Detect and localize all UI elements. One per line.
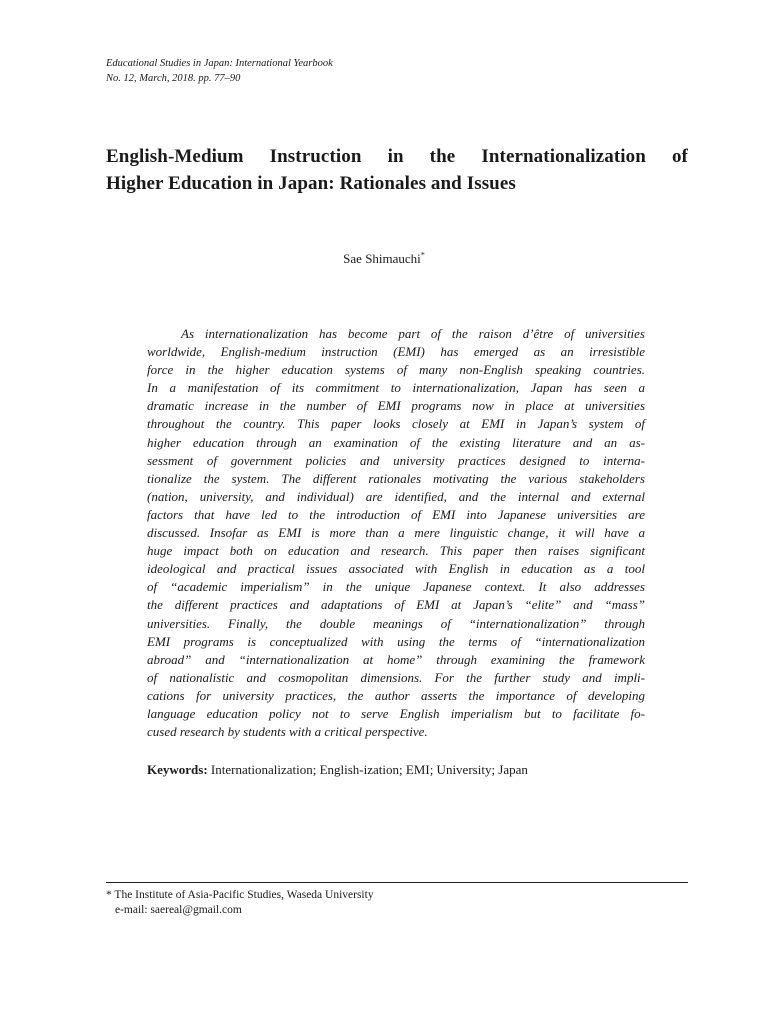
footnote: [106, 888, 374, 918]
abstract-line: ideological and practical issues associated with English in education as a tool: [147, 561, 645, 577]
journal-name: Educational Studies in Japan: International Yearbook: [106, 58, 333, 69]
abstract-line: worldwide, English-medium instruction (EMI) has emerged as an irresistible: [147, 344, 645, 360]
abstract-line: of nationalistic and cosmopolitan dimensions. For the further study and impli-: [147, 669, 645, 685]
abstract: [147, 325, 645, 741]
abstract-line: tionalize the system. The different rationales motivating the various stakeholders: [147, 470, 645, 486]
abstract-line: higher education through an examination of the existing literature and an as-: [147, 434, 645, 450]
author-name: Sae Shimauchi: [343, 251, 421, 266]
abstract-line: abroad” and “internationalization at home” through examining the framework: [147, 651, 645, 667]
abstract-line: force in the higher education systems of many non-English speaking countries.: [147, 362, 645, 378]
abstract-line: throughout the country. This paper looks closely at EMI in Japan’s system of: [147, 416, 645, 432]
abstract-line: cations for university practices, the author asserts the importance of developing: [147, 687, 645, 703]
abstract-line: huge impact both on education and research. This paper then raises significant: [147, 543, 645, 559]
paper-title-line-1: English-Medium Instruction in the Internationalization of: [106, 146, 688, 167]
keywords-text: Internationalization; English-ization; EMI; University; Japan: [210, 762, 528, 777]
author-footnote-marker: *: [420, 250, 425, 260]
keywords: [147, 762, 667, 778]
abstract-line: As internationalization has become part of the raison d’être of universities: [181, 326, 645, 341]
journal-header: [106, 57, 333, 86]
abstract-line: of “academic imperialism” in the unique Japanese context. It also addresses: [147, 579, 645, 595]
footnote-affiliation: * The Institute of Asia-Pacific Studies, Waseda University: [106, 889, 374, 901]
paper-title: [106, 143, 688, 197]
abstract-line: cused research by students with a critical perspective.: [147, 724, 428, 740]
abstract-line: universities. Finally, the double meanings of “internationalization” through: [147, 615, 645, 631]
abstract-line: dramatic increase in the number of EMI programs now in place at universities: [147, 398, 645, 414]
paper-title-line-2: Higher Education in Japan: Rationales and Issues: [106, 173, 516, 194]
abstract-line: factors that have led to the introduction of EMI into Japanese universities are: [147, 506, 645, 522]
abstract-line: (nation, university, and individual) are identified, and the internal and external: [147, 488, 645, 504]
footnote-divider: [106, 882, 688, 883]
journal-issue: No. 12, March, 2018. pp. 77–90: [106, 72, 241, 84]
abstract-line: language education policy not to serve English imperialism but to facilitate fo-: [147, 705, 645, 721]
footnote-email: e-mail: saereal@gmail.com: [115, 904, 242, 916]
abstract-line: sessment of government policies and university practices designed to interna-: [147, 452, 645, 468]
author: [0, 251, 768, 267]
abstract-line: EMI programs is conceptualized with using the terms of “internationalization: [147, 633, 645, 649]
abstract-line: the different practices and adaptations of EMI at Japan’s “elite” and “mass”: [147, 597, 645, 613]
keywords-label: Keywords:: [147, 762, 208, 777]
abstract-line: In a manifestation of its commitment to internationalization, Japan has seen a: [147, 380, 645, 396]
abstract-line: discussed. Insofar as EMI is more than a mere linguistic change, it will have a: [147, 525, 645, 541]
